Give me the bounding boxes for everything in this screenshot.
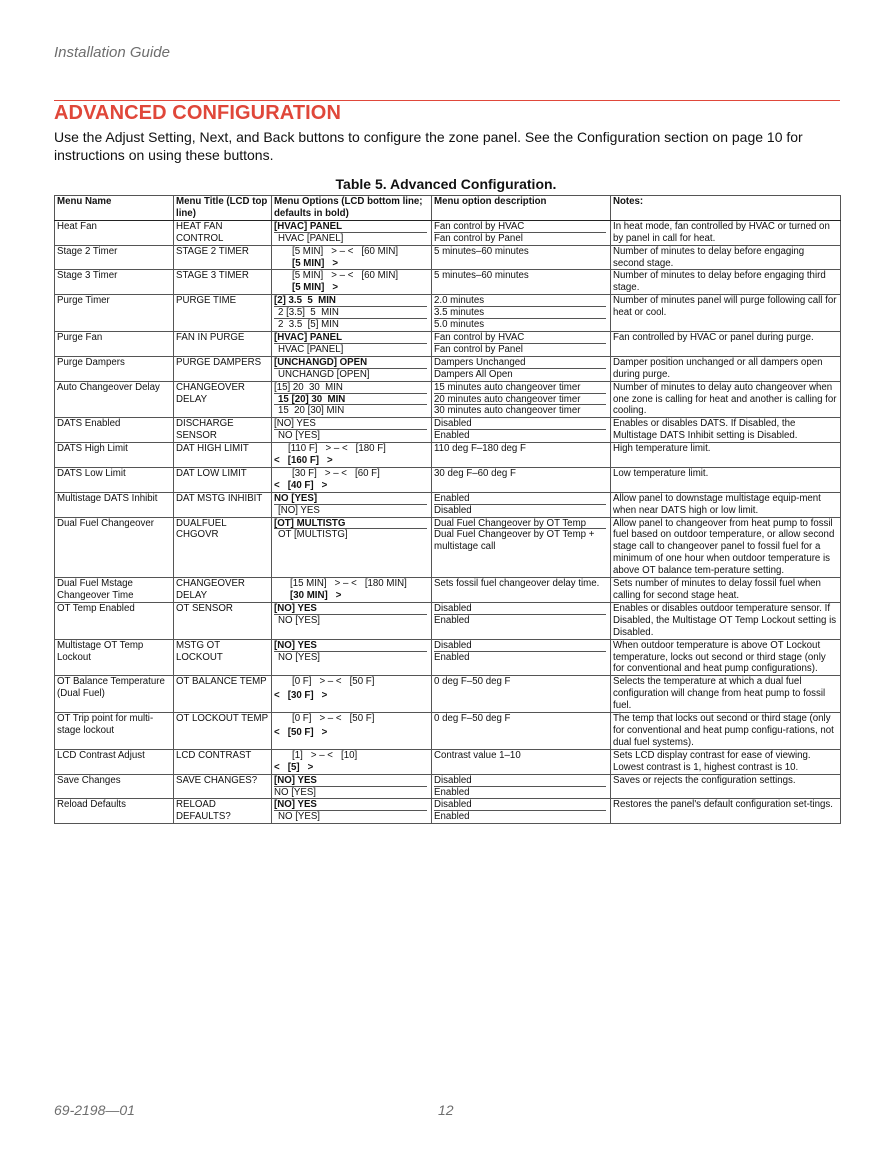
column-header: Notes: xyxy=(611,196,841,221)
notes-cell: Saves or rejects the configuration settings. xyxy=(611,774,841,799)
option-line: [0 F] > – < [50 F] xyxy=(292,713,375,725)
description-line: Dampers All Open xyxy=(434,368,513,380)
option-line: NO [YES] xyxy=(278,811,320,823)
notes-cell: The temp that locks out second or third stage (only for conventional and heat pump configu-rations, not dual fuel systems). xyxy=(611,713,841,750)
table-row xyxy=(55,676,841,713)
menu-name-cell: Reload Defaults xyxy=(55,799,174,824)
notes-cell: Low temperature limit. xyxy=(611,467,841,492)
menu-options-cell xyxy=(272,467,432,492)
option-line: < [5] > xyxy=(274,761,314,773)
description-line: Fan control by HVAC xyxy=(434,332,608,344)
menu-options-cell xyxy=(272,639,432,676)
option-line: < [50 F] > xyxy=(274,726,328,738)
notes-cell: Enables or disables outdoor temperature sensor. If Disabled, the Multistage OT Temp Lockout setting is Disabled. xyxy=(611,602,841,639)
description-line: 0 deg F–50 deg F xyxy=(434,713,511,725)
table-row xyxy=(55,578,841,603)
option-description-cell xyxy=(432,749,611,774)
option-line: [1] > – < [10] xyxy=(292,749,358,761)
menu-name-cell: Multistage DATS Inhibit xyxy=(55,492,174,517)
option-line: 2 [3.5] 5 MIN xyxy=(274,307,429,319)
option-line: [2] 3.5 5 MIN xyxy=(274,295,429,307)
description-line: Fan control by HVAC xyxy=(434,221,608,233)
option-description-cell xyxy=(432,381,611,418)
menu-options-cell xyxy=(272,578,432,603)
description-line: Enabled xyxy=(434,786,470,798)
menu-name-cell: OT Temp Enabled xyxy=(55,602,174,639)
table-row xyxy=(55,639,841,676)
notes-cell: When outdoor temperature is above OT Lockout temperature, locks out second or third stage (only for conventional and heat pump configurations). xyxy=(611,639,841,676)
option-line: [NO] YES xyxy=(274,418,429,430)
menu-options-cell xyxy=(272,418,432,443)
description-line: 20 minutes auto changeover timer xyxy=(434,394,608,406)
menu-options-cell xyxy=(272,245,432,270)
section-rule xyxy=(54,100,840,101)
menu-title-cell: CHANGEOVER DELAY xyxy=(174,578,272,603)
description-line: 110 deg F–180 deg F xyxy=(434,443,526,455)
option-line: NO [YES] xyxy=(278,430,320,442)
option-line: [NO] YES xyxy=(274,640,429,652)
option-line: NO [YES] xyxy=(274,493,429,505)
menu-name-cell: Dual Fuel Mstage Changeover Time xyxy=(55,578,174,603)
section-title: ADVANCED CONFIGURATION xyxy=(54,102,342,124)
table-row xyxy=(55,774,841,799)
notes-cell: Selects the temperature at which a dual fuel configuration will change from heat pump to fossil fuel. xyxy=(611,676,841,713)
description-line: Sets fossil fuel changeover delay time. xyxy=(434,578,600,590)
description-line: Enabled xyxy=(434,493,608,505)
menu-name-cell: OT Balance Temperature (Dual Fuel) xyxy=(55,676,174,713)
notes-cell: Allow panel to downstage multistage equip-ment when near DATS high or low limit. xyxy=(611,492,841,517)
notes-cell: High temperature limit. xyxy=(611,443,841,468)
option-line: [HVAC] PANEL xyxy=(274,332,429,344)
menu-name-cell: Heat Fan xyxy=(55,220,174,245)
menu-options-cell xyxy=(272,381,432,418)
option-line: < [30 F] > xyxy=(274,690,328,702)
page-number: 12 xyxy=(438,1102,454,1118)
option-line: [30 F] > – < [60 F] xyxy=(292,467,380,479)
table-row xyxy=(55,713,841,750)
notes-cell: Number of minutes to delay before engaging second stage. xyxy=(611,245,841,270)
menu-title-cell: SAVE CHANGES? xyxy=(174,774,272,799)
menu-title-cell: DAT MSTG INHIBIT xyxy=(174,492,272,517)
menu-name-cell: DATS Enabled xyxy=(55,418,174,443)
description-line: Fan control by Panel xyxy=(434,343,523,355)
menu-options-cell xyxy=(272,492,432,517)
notes-cell: Number of minutes to delay auto changeover when one zone is calling for heat and another is calling for cooling. xyxy=(611,381,841,418)
option-line: HVAC [PANEL] xyxy=(278,343,344,355)
option-description-cell xyxy=(432,443,611,468)
table-row xyxy=(55,295,841,332)
option-line: [NO] YES xyxy=(274,775,429,787)
option-description-cell xyxy=(432,774,611,799)
description-line: Fan control by Panel xyxy=(434,232,523,244)
option-description-cell xyxy=(432,295,611,332)
table-row xyxy=(55,602,841,639)
menu-name-cell: DATS Low Limit xyxy=(55,467,174,492)
notes-cell: In heat mode, fan controlled by HVAC or turned on by panel in call for heat. xyxy=(611,220,841,245)
option-line: [NO] YES xyxy=(274,799,429,811)
description-line: 30 deg F–60 deg F xyxy=(434,467,516,479)
table-header-row xyxy=(55,196,841,221)
description-line: 30 minutes auto changeover timer xyxy=(434,405,581,417)
notes-cell: Sets number of minutes to delay fossil fuel when calling for second stage heat. xyxy=(611,578,841,603)
menu-title-cell: STAGE 2 TIMER xyxy=(174,245,272,270)
description-line: 3.5 minutes xyxy=(434,307,608,319)
option-line: [5 MIN] > xyxy=(292,257,339,269)
table-row xyxy=(55,418,841,443)
description-line: Dampers Unchanged xyxy=(434,357,608,369)
option-description-cell xyxy=(432,602,611,639)
document-number: 69-2198—01 xyxy=(54,1102,135,1118)
menu-options-cell xyxy=(272,774,432,799)
menu-title-cell: DUALFUEL CHGOVR xyxy=(174,517,272,578)
description-line: 5 minutes–60 minutes xyxy=(434,270,529,282)
menu-title-cell: OT LOCKOUT TEMP xyxy=(174,713,272,750)
option-description-cell xyxy=(432,517,611,578)
option-line: [HVAC] PANEL xyxy=(274,221,429,233)
table-row xyxy=(55,492,841,517)
option-description-cell xyxy=(432,270,611,295)
option-description-cell xyxy=(432,492,611,517)
menu-options-cell xyxy=(272,356,432,381)
option-line: [110 F] > – < [180 F] xyxy=(288,443,386,455)
menu-name-cell: Multistage OT Temp Lockout xyxy=(55,639,174,676)
option-line: [30 MIN] > xyxy=(290,590,342,601)
notes-cell: Damper position unchanged or all dampers open during purge. xyxy=(611,356,841,381)
column-header: Menu option description xyxy=(432,196,611,221)
option-line: [OT] MULTISTG xyxy=(274,518,429,530)
description-line: Disabled xyxy=(434,418,608,430)
menu-name-cell: Purge Timer xyxy=(55,295,174,332)
menu-title-cell: CHANGEOVER DELAY xyxy=(174,381,272,418)
option-description-cell xyxy=(432,331,611,356)
option-line: 2 3.5 [5] MIN xyxy=(278,319,339,331)
column-header: Menu Options (LCD bottom line; defaults in bold) xyxy=(272,196,432,221)
option-description-cell xyxy=(432,578,611,603)
option-line: UNCHANGD [OPEN] xyxy=(278,368,370,380)
menu-title-cell: OT SENSOR xyxy=(174,602,272,639)
table-row xyxy=(55,245,841,270)
description-line: Contrast value 1–10 xyxy=(434,749,521,761)
advanced-configuration-table xyxy=(54,195,841,824)
menu-title-cell: STAGE 3 TIMER xyxy=(174,270,272,295)
description-line: Dual Fuel Changeover by OT Temp + multistage call xyxy=(434,529,595,553)
menu-options-cell xyxy=(272,295,432,332)
description-line: 15 minutes auto changeover timer xyxy=(434,382,608,394)
description-line: Enabled xyxy=(434,614,470,626)
description-line: Enabled xyxy=(434,651,470,663)
option-description-cell xyxy=(432,713,611,750)
option-line: [15 MIN] > – < [180 MIN] xyxy=(290,578,407,590)
option-description-cell xyxy=(432,418,611,443)
option-line: NO [YES] xyxy=(274,786,316,798)
table-row xyxy=(55,270,841,295)
table-row xyxy=(55,749,841,774)
description-line: Disabled xyxy=(434,799,608,811)
notes-cell: Number of minutes to delay before engaging third stage. xyxy=(611,270,841,295)
option-line: < [160 F] > xyxy=(274,455,333,467)
intro-paragraph: Use the Adjust Setting, Next, and Back buttons to configure the zone panel. See the Configuration section on page 10 for instructions on using these buttons. xyxy=(54,129,803,163)
notes-cell: Restores the panel's default configuration set-tings. xyxy=(611,799,841,824)
menu-name-cell: OT Trip point for multi-stage lockout xyxy=(55,713,174,750)
menu-name-cell: LCD Contrast Adjust xyxy=(55,749,174,774)
notes-cell: Number of minutes panel will purge following call for heat or cool. xyxy=(611,295,841,332)
description-line: Dual Fuel Changeover by OT Temp xyxy=(434,518,608,530)
menu-options-cell xyxy=(272,676,432,713)
option-line: [5 MIN] > xyxy=(292,282,339,294)
option-description-cell xyxy=(432,245,611,270)
description-line: Enabled xyxy=(434,430,470,442)
column-header: Menu Name xyxy=(55,196,174,221)
option-line: NO [YES] xyxy=(278,651,320,663)
menu-name-cell: Purge Fan xyxy=(55,331,174,356)
option-line: [5 MIN] > – < [60 MIN] xyxy=(292,270,399,282)
table-row xyxy=(55,356,841,381)
option-line: HVAC [PANEL] xyxy=(278,232,344,244)
description-line: Disabled xyxy=(434,775,608,787)
menu-options-cell xyxy=(272,517,432,578)
table-row xyxy=(55,467,841,492)
description-line: Disabled xyxy=(434,640,608,652)
option-line: [5 MIN] > – < [60 MIN] xyxy=(292,245,399,257)
running-head: Installation Guide xyxy=(54,44,170,61)
menu-options-cell xyxy=(272,713,432,750)
option-line: NO [YES] xyxy=(278,614,320,626)
option-line: [15] 20 30 MIN xyxy=(274,382,429,394)
option-line: [NO] YES xyxy=(278,504,320,516)
description-line: 2.0 minutes xyxy=(434,295,608,307)
option-line: [0 F] > – < [50 F] xyxy=(292,676,375,688)
table-title: Table 5. Advanced Configuration. xyxy=(335,176,557,192)
menu-name-cell: Stage 2 Timer xyxy=(55,245,174,270)
table-row xyxy=(55,220,841,245)
menu-title-cell: DISCHARGE SENSOR xyxy=(174,418,272,443)
menu-options-cell xyxy=(272,331,432,356)
description-line: Disabled xyxy=(434,504,472,516)
menu-options-cell xyxy=(272,602,432,639)
option-line: 15 20 [30] MIN xyxy=(278,405,345,417)
menu-name-cell: Auto Changeover Delay xyxy=(55,381,174,418)
menu-options-cell xyxy=(272,749,432,774)
menu-title-cell: PURGE TIME xyxy=(174,295,272,332)
description-line: 0 deg F–50 deg F xyxy=(434,676,511,688)
menu-title-cell: DAT LOW LIMIT xyxy=(174,467,272,492)
notes-cell: Sets LCD display contrast for ease of viewing. Lowest contrast is 1, highest contrast is 10. xyxy=(611,749,841,774)
notes-cell: Enables or disables DATS. If Disabled, the Multistage DATS Inhibit setting is Disabled. xyxy=(611,418,841,443)
description-line: 5 minutes–60 minutes xyxy=(434,245,529,257)
option-description-cell xyxy=(432,676,611,713)
menu-title-cell: LCD CONTRAST xyxy=(174,749,272,774)
option-line: [UNCHANGD] OPEN xyxy=(274,357,429,369)
notes-cell: Fan controlled by HVAC or panel during purge. xyxy=(611,331,841,356)
option-line: < [40 F] > xyxy=(274,479,328,491)
option-description-cell xyxy=(432,799,611,824)
menu-options-cell xyxy=(272,443,432,468)
menu-title-cell: DAT HIGH LIMIT xyxy=(174,443,272,468)
menu-name-cell: DATS High Limit xyxy=(55,443,174,468)
menu-name-cell: Dual Fuel Changeover xyxy=(55,517,174,578)
description-line: Disabled xyxy=(434,603,608,615)
option-description-cell xyxy=(432,467,611,492)
table-row xyxy=(55,799,841,824)
option-line: [NO] YES xyxy=(274,603,429,615)
menu-title-cell: PURGE DAMPERS xyxy=(174,356,272,381)
description-line: Enabled xyxy=(434,811,470,823)
menu-title-cell: RELOAD DEFAULTS? xyxy=(174,799,272,824)
menu-title-cell: FAN IN PURGE xyxy=(174,331,272,356)
option-description-cell xyxy=(432,356,611,381)
menu-title-cell: HEAT FAN CONTROL xyxy=(174,220,272,245)
table-row xyxy=(55,517,841,578)
option-description-cell xyxy=(432,220,611,245)
menu-title-cell: MSTG OT LOCKOUT xyxy=(174,639,272,676)
table-row xyxy=(55,331,841,356)
table-row xyxy=(55,381,841,418)
option-line: 15 [20] 30 MIN xyxy=(274,394,429,406)
menu-name-cell: Purge Dampers xyxy=(55,356,174,381)
option-description-cell xyxy=(432,639,611,676)
column-header: Menu Title (LCD top line) xyxy=(174,196,272,221)
notes-cell: Allow panel to changeover from heat pump to fossil fuel based on outdoor temperature, or allow second stage call to changeover panel to fossil fuel for a minimum of one hour when outdoor temperature is above OT balance tem-perature setting. xyxy=(611,517,841,578)
menu-name-cell: Stage 3 Timer xyxy=(55,270,174,295)
table-row xyxy=(55,443,841,468)
option-line: OT [MULTISTG] xyxy=(278,529,348,541)
menu-options-cell xyxy=(272,799,432,824)
menu-name-cell: Save Changes xyxy=(55,774,174,799)
menu-title-cell: OT BALANCE TEMP xyxy=(174,676,272,713)
menu-options-cell xyxy=(272,220,432,245)
menu-options-cell xyxy=(272,270,432,295)
description-line: 5.0 minutes xyxy=(434,319,485,331)
